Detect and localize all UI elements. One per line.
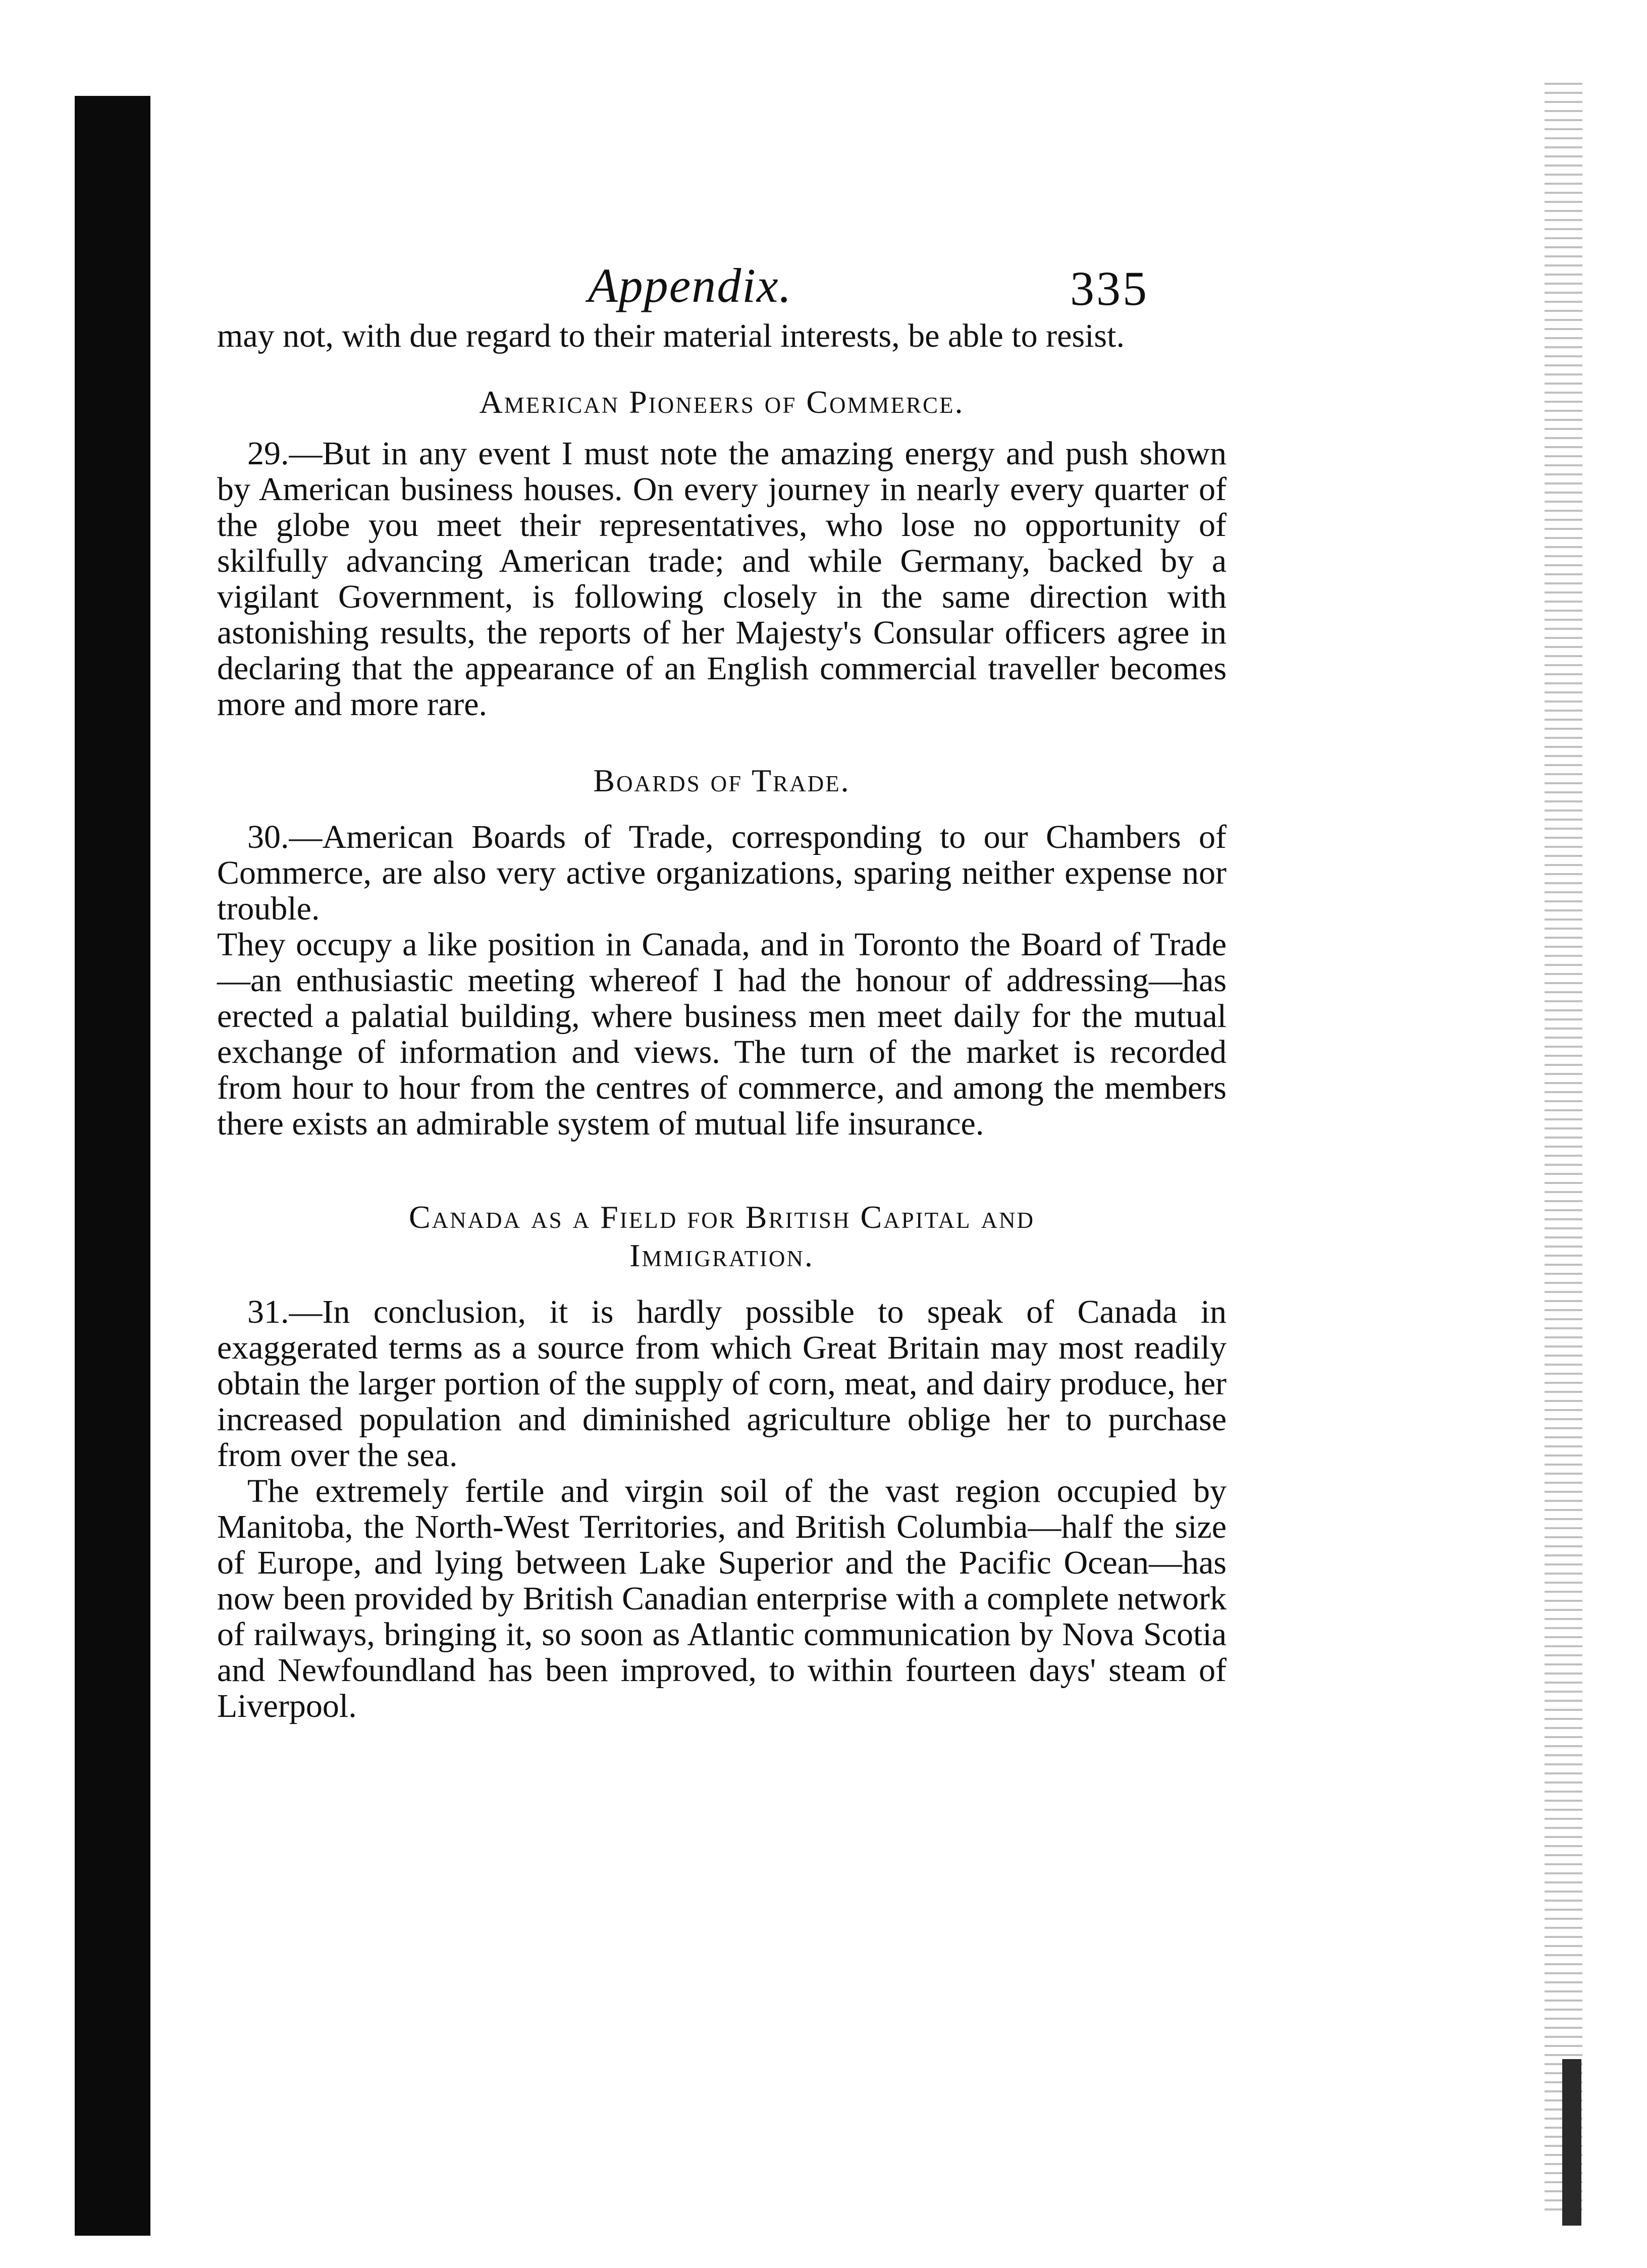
section-heading-canada-line1: Canada as a Field for British Capital and xyxy=(408,1199,1035,1235)
page-edge-speckle xyxy=(1545,76,1582,2216)
paragraph-31-continued: The extremely fertile and virgin soil of the vast region occupied by Manitoba, the North-West Territories, and British Columbia—half the size of Europe, and lying between Lake Superior and the Pacific Ocean—has now been provided by British Canadian enterprise with a complete network of railways, bringing it, so soon as Atlantic communication by Nova Scotia and Newfoundland has been improved, to within fourteen days' steam of Liverpool. xyxy=(217,1473,1227,1724)
section-heading-american-pioneers: American Pioneers of Commerce. xyxy=(479,384,965,420)
paragraph-30: 30.—American Boards of Trade, corresponding to our Chambers of Commerce, are also very active organizations, sparing neither expense nor trouble. xyxy=(217,819,1227,927)
section-heading-boards-of-trade: Boards of Trade. xyxy=(593,763,851,798)
text-column xyxy=(217,242,1227,1724)
section-heading-canada-line2: Immigration. xyxy=(629,1237,814,1273)
paragraph-30-continued: They occupy a like position in Canada, and in Toronto the Board of Trade—an enthusiastic meeting whereof I had the honour of addressing—has erected a palatial building, where business men meet daily for the mutual exchange of information and views. The turn of the market is recorded from hour to hour from the centres of commerce, and among the members there exists an admirable system of mutual life insurance. xyxy=(217,926,1227,1142)
paragraph-31: 31.—In conclusion, it is hardly possible to speak of Canada in exaggerated terms as a source from which Great Britain may most readily obtain the larger portion of the supply of corn, meat, and dairy produce, her increased population and diminished agriculture oblige her to purchase from over the sea. xyxy=(217,1293,1227,1474)
paragraph-29: 29.—But in any event I must note the amazing energy and push shown by American business houses. On every journey in nearly every quarter of the globe you meet their representatives, who lose no opportunity of skilfully advancing American trade; and while Germany, backed by a vigilant Government, is following closely in the same direction with astonishing results, the reports of her Majesty's Consular officers agree in declaring that the appearance of an English commercial traveller becomes more and more rare. xyxy=(217,435,1227,723)
page-edge-shadow xyxy=(1562,2059,1581,2226)
continued-paragraph: may not, with due regard to their material interests, be able to resist. xyxy=(217,317,1125,354)
running-title: Appendix. xyxy=(588,258,792,312)
page-number: 335 xyxy=(1070,261,1149,315)
running-head xyxy=(217,242,1227,318)
section-heading-canada xyxy=(217,1198,1227,1275)
binding-shadow xyxy=(75,96,150,2236)
